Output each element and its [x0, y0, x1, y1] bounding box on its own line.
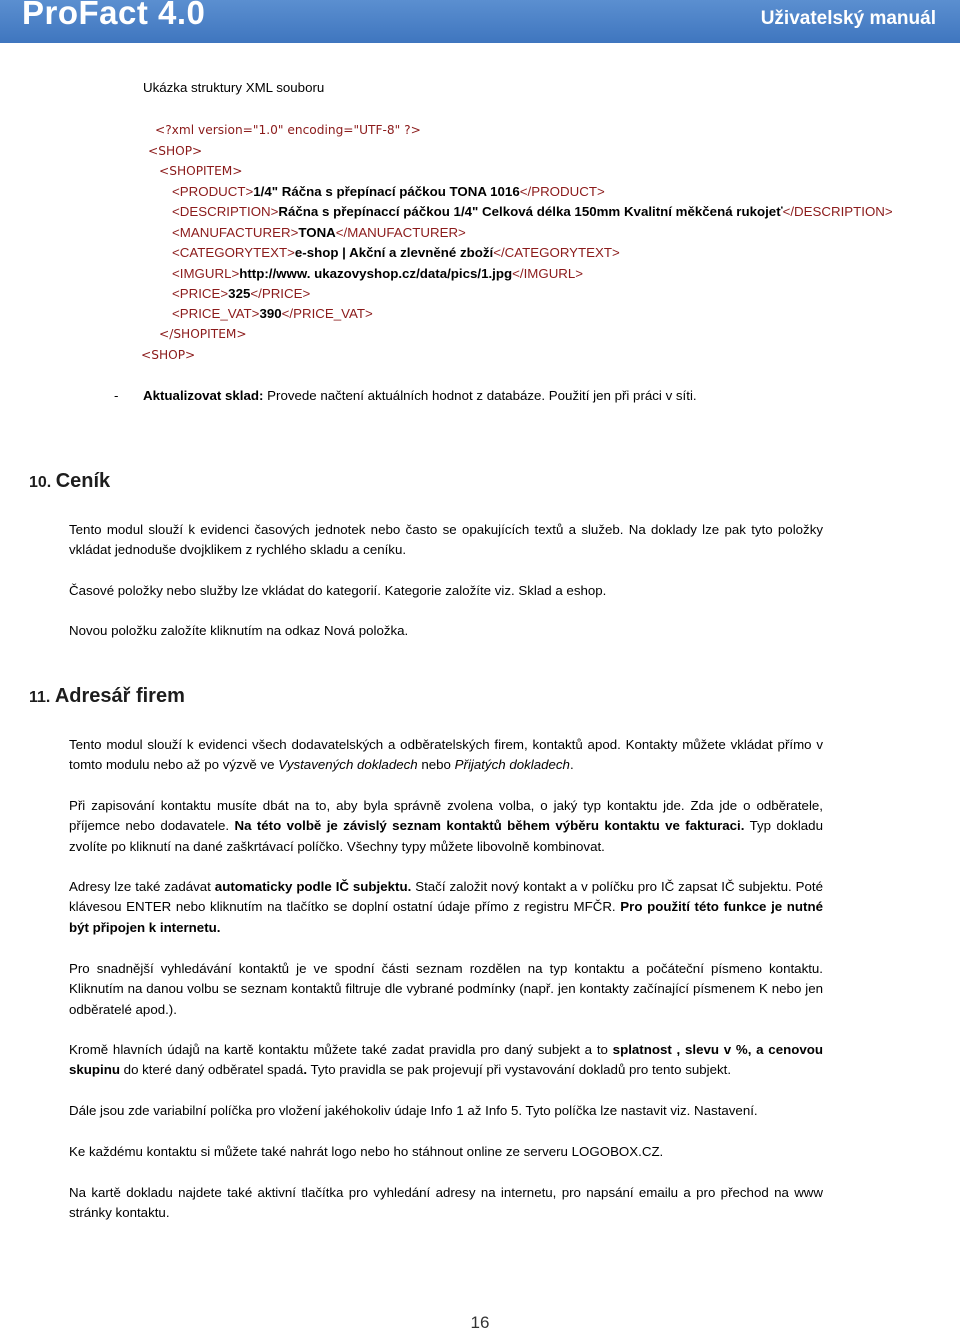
- xml-close-tag: </PRODUCT>: [519, 184, 605, 199]
- p2-text-a: Při zapisování kontaktu musíte dbát na to, aby byla správně zvolena volba, o jaký typ kontaktu jde. Zda jde o odběratele, příjemce nebo dodavatele.: [69, 798, 823, 834]
- xml-row-price: [172, 284, 310, 304]
- section-10-heading: [29, 470, 110, 493]
- section-11-p7: Ke každému kontaktu si můžete také nahrát logo nebo ho stáhnout online ze serveru LOGOBOX.CZ.: [69, 1144, 664, 1159]
- p2-text-c: Typ dokladu zvolíte po kliknutí na dané zaškrtávací políčko. Všechny typy můžete libovolně kombinovat.: [69, 818, 823, 854]
- manual-title: Uživatelský manuál: [760, 8, 936, 29]
- p5-text-e: Tyto pravidla se pak projevují při vystavování dokladů pro tento subjekt.: [307, 1062, 732, 1078]
- section-10-p3: Novou položku založíte kliknutím na odkaz Nová položka.: [69, 623, 409, 638]
- xml-row-categorytext: [172, 243, 620, 263]
- p5-text-a: Kromě hlavních údajů na kartě kontaktu můžete také zadat pravidla pro daný subjekt a to: [69, 1042, 613, 1057]
- xml-row-product: [172, 182, 605, 202]
- xml-value: Ráčna s přepínaccí páčkou 1/4" Celková délka 150mm Kvalitní měkčená rukojeť: [278, 204, 783, 220]
- xml-close-tag: </PRICE>: [250, 286, 311, 301]
- xml-value: 390: [259, 306, 282, 322]
- xml-open-tag: <CATEGORYTEXT>: [172, 245, 295, 261]
- xml-value: http://www. ukazovyshop.cz/data/pics/1.jpg: [239, 265, 513, 281]
- xml-close-tag: </PRICE_VAT>: [281, 306, 373, 322]
- section-11-p5: [69, 1040, 823, 1081]
- p1-italic-2: Přijatých dokladech: [454, 757, 570, 773]
- section-11-p3: [69, 877, 823, 938]
- xml-close-tag: </DESCRIPTION>: [782, 204, 893, 220]
- p1-text-b: nebo: [417, 757, 455, 773]
- xml-open-tag: <PRODUCT>: [172, 184, 254, 199]
- xml-row-manufacturer: [172, 223, 466, 243]
- section-10-title: Ceník: [55, 470, 111, 492]
- section-11-p8: Na kartě dokladu najdete také aktivní tlačítka pro vyhledání adresy na internetu, pro napsání emailu a pro přechod na www stránky kontaktu.: [69, 1185, 823, 1221]
- xml-open-tag: <PRICE_VAT>: [172, 306, 260, 322]
- section-10-p2: Časové položky nebo služby lze vkládat do kategorií. Kategorie založíte viz. Sklad a eshop.: [69, 583, 607, 598]
- section-10-p1: Tento modul slouží k evidenci časových jednotek nebo často se opakujících textů a služeb. Na doklady lze pak tyto položky vkládat jednoduše dvojklikem z rychlého skladu a ceníku.: [69, 522, 823, 558]
- xml-shop-open: <SHOP>: [148, 144, 203, 158]
- p5-text-c: do které daný odběratel spadá: [119, 1062, 304, 1078]
- p1-italic-1: Vystavených dokladech: [278, 757, 418, 773]
- p1-text-a: Tento modul slouží k evidenci všech dodavatelských a odběratelských firem, kontaktů apod. Kontakty můžete vkládat přímo v tomto modulu nebo až po výzvě ve: [69, 737, 823, 773]
- p3-bold-1: automaticky podle IČ subjektu.: [214, 879, 412, 894]
- xml-intro: Ukázka struktury XML souboru: [143, 80, 325, 95]
- p1-text-c: .: [569, 757, 574, 773]
- p2-bold: Na této volbě je závislý seznam kontaktů během výběru kontaktu ve fakturaci.: [234, 818, 745, 834]
- xml-close-tag: </MANUFACTURER>: [335, 224, 466, 240]
- xml-row-imgurl: [172, 264, 583, 284]
- p3-text-a: Adresy lze také zadávat: [69, 879, 215, 894]
- p3-text-c: Stačí založit nový kontakt a v políčku pro IČ zapsat IČ subjektu. Poté klávesou ENTER nebo kliknutím na tlačítko se doplní ostatní údaje přímo z registru MFČR.: [69, 879, 823, 915]
- xml-value: 325: [228, 286, 251, 301]
- xml-value: e-shop | Akční a zlevněné zboží: [294, 245, 494, 261]
- page-header: [0, 0, 960, 43]
- section-11-p2: [69, 796, 823, 857]
- xml-close-tag: </CATEGORYTEXT>: [493, 245, 620, 261]
- xml-shopitem-close: </SHOPITEM>: [159, 327, 247, 341]
- xml-declaration: <?xml version="1.0" encoding="UTF-8" ?>: [155, 123, 421, 137]
- section-11-p4: Pro snadnější vyhledávání kontaktů je ve spodní části seznam rozdělen na typ kontaktu a počáteční písmeno kontaktu. Kliknutím na danou volbu se seznam kontaktů filtruje dle vybrané podmínky (např. jen kontakty začínající písmenem K nebo jen odběratelé apod.).: [69, 961, 823, 1017]
- xml-value: 1/4" Ráčna s přepínací páčkou TONA 1016: [253, 184, 520, 199]
- xml-shop-close: <SHOP>: [141, 348, 196, 362]
- section-11-p1: [69, 735, 823, 776]
- xml-open-tag: <IMGURL>: [172, 265, 240, 281]
- xml-open-tag: <PRICE>: [172, 286, 229, 301]
- section-10-number: 10.: [29, 474, 52, 491]
- xml-value: TONA: [298, 224, 336, 240]
- bullet-item: [143, 386, 697, 406]
- section-11-number: 11.: [29, 689, 51, 706]
- section-11-heading: [29, 685, 185, 708]
- bullet-text: Provede načtení aktuálních hodnot z databáze. Použití jen při práci v síti.: [263, 388, 697, 403]
- xml-row-price-vat: [172, 304, 373, 324]
- xml-open-tag: <MANUFACTURER>: [172, 224, 299, 240]
- xml-close-tag: </IMGURL>: [512, 265, 584, 281]
- xml-open-tag: <DESCRIPTION>: [172, 204, 279, 220]
- bullet-bold: Aktualizovat sklad:: [143, 388, 264, 403]
- p3-bold-2: Pro použití této funkce je nutné být připojen k internetu.: [69, 899, 823, 935]
- section-11-p6: Dále jsou zde variabilní políčka pro vložení jakéhokoliv údaje Info 1 až Info 5. Tyto políčka lze nastavit viz. Nastavení.: [69, 1103, 758, 1118]
- xml-shopitem-open: <SHOPITEM>: [159, 164, 243, 178]
- p5-bold-1: splatnost , slevu v %, a cenovou skupinu: [69, 1042, 823, 1078]
- xml-row-description: [172, 202, 893, 222]
- brand-title: ProFact 4.0: [22, 0, 206, 31]
- section-11-title: Adresář firem: [54, 685, 185, 707]
- page-number: 16: [470, 1313, 490, 1332]
- bullet-dash: -: [114, 388, 119, 403]
- p5-bold-2: .: [303, 1062, 308, 1078]
